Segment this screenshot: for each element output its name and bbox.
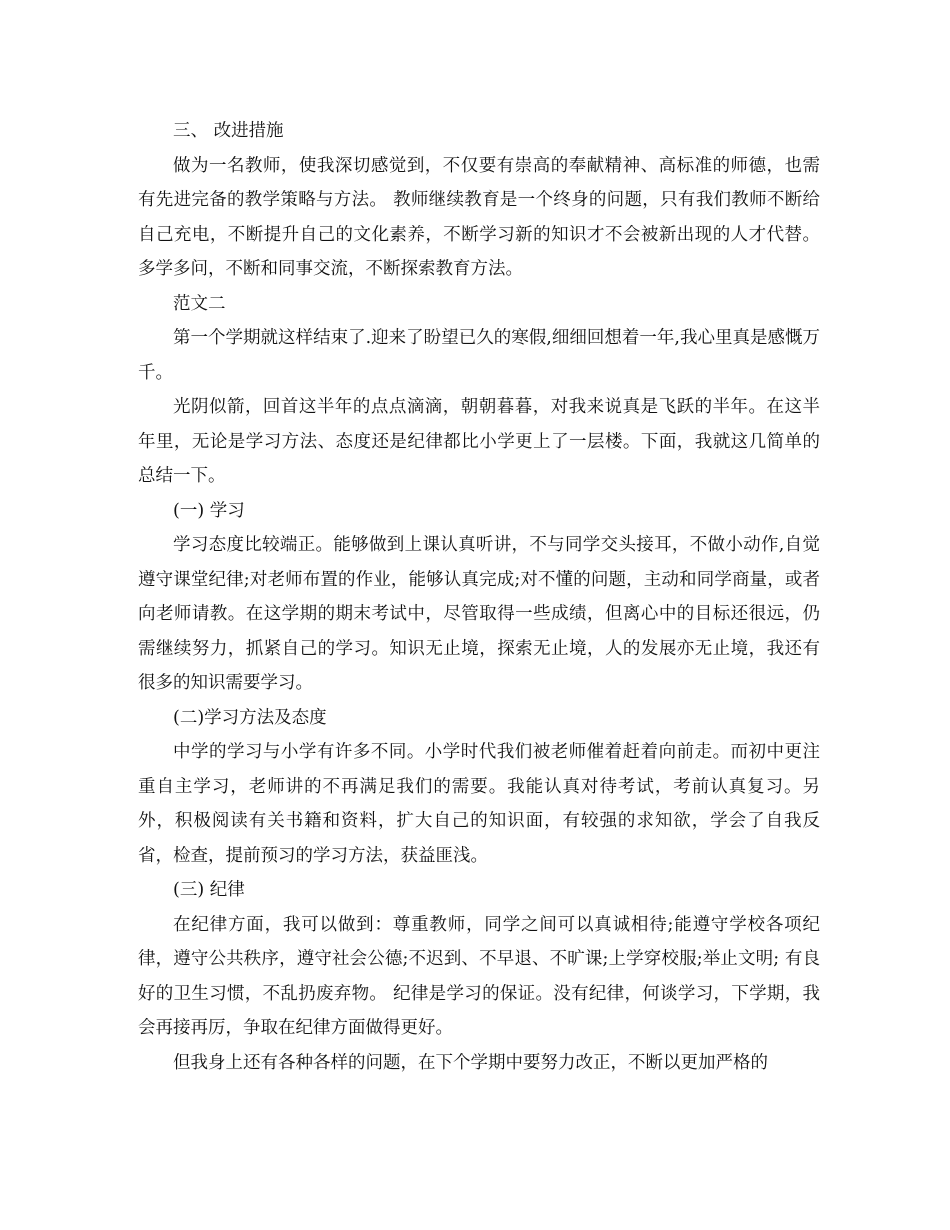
section-heading-study: (一) 学习 bbox=[173, 500, 245, 521]
paragraph: 做为一名教师，使我深切感觉到，不仅要有崇高的奉献精神、高标准的师德，也需有先进完备的教学策略与方法。 教师继续教育是一个终身的问题，只有我们教师不断给自己充电，不断提升自己的文化素养，不断学习新的知识才不会被新出现的人才代替。多学多问，不断和同事交流，不断探索教育方法。 bbox=[138, 155, 820, 279]
paragraph: 在纪律方面，我可以做到：尊重教师，同学之间可以真诚相待;能遵守学校各项纪律，遵守公共秩序，遵守社会公德;不迟到、不早退、不旷课;上学穿校服;举止文明; 有良好的卫生习惯，不乱扔废弃物。 纪律是学习的保证。没有纪律，何谈学习，下学期，我会再接再厉，争取在纪律方面做得更好。 bbox=[138, 914, 820, 1038]
section-heading-improvement: 三、 改进措施 bbox=[173, 121, 284, 141]
paragraph: 但我身上还有各种各样的问题，在下个学期中要努力改正，不断以更加严格的 bbox=[173, 1052, 768, 1073]
section-heading-methods: (二)学习方法及态度 bbox=[173, 707, 327, 728]
paragraph: 中学的学习与小学有许多不同。小学时代我们被老师催着赶着向前走。而初中更注重自主学习，老师讲的不再满足我们的需要。我能认真对待考试，考前认真复习。另外，积极阅读有关书籍和资料，扩大自己的知识面，有较强的求知欲，学会了自我反省，检查，提前预习的学习方法，获益匪浅。 bbox=[138, 742, 820, 866]
section-heading-sample-two: 范文二 bbox=[173, 293, 226, 314]
document-body bbox=[138, 114, 820, 1080]
paragraph: 第一个学期就这样结束了.迎来了盼望已久的寒假,细细回想着一年,我心里真是感慨万千。 bbox=[138, 328, 820, 383]
paragraph: 光阴似箭，回首这半年的点点滴滴，朝朝暮暮，对我来说真是飞跃的半年。在这半年里，无论是学习方法、态度还是纪律都比小学更上了一层楼。下面，我就这几简单的总结一下。 bbox=[138, 397, 820, 486]
section-heading-discipline: (三) 纪律 bbox=[173, 880, 245, 900]
paragraph: 学习态度比较端正。能够做到上课认真听讲，不与同学交头接耳，不做小动作,自觉遵守课堂纪律;对老师布置的作业，能够认真完成;对不懂的问题，主动和同学商量，或者向老师请教。在这学期的期末考试中，尽管取得一些成绩，但离心中的目标还很远，仍需继续努力，抓紧自己的学习。知识无止境，探索无止境，人的发展亦无止境，我还有很多的知识需要学习。 bbox=[138, 535, 820, 693]
